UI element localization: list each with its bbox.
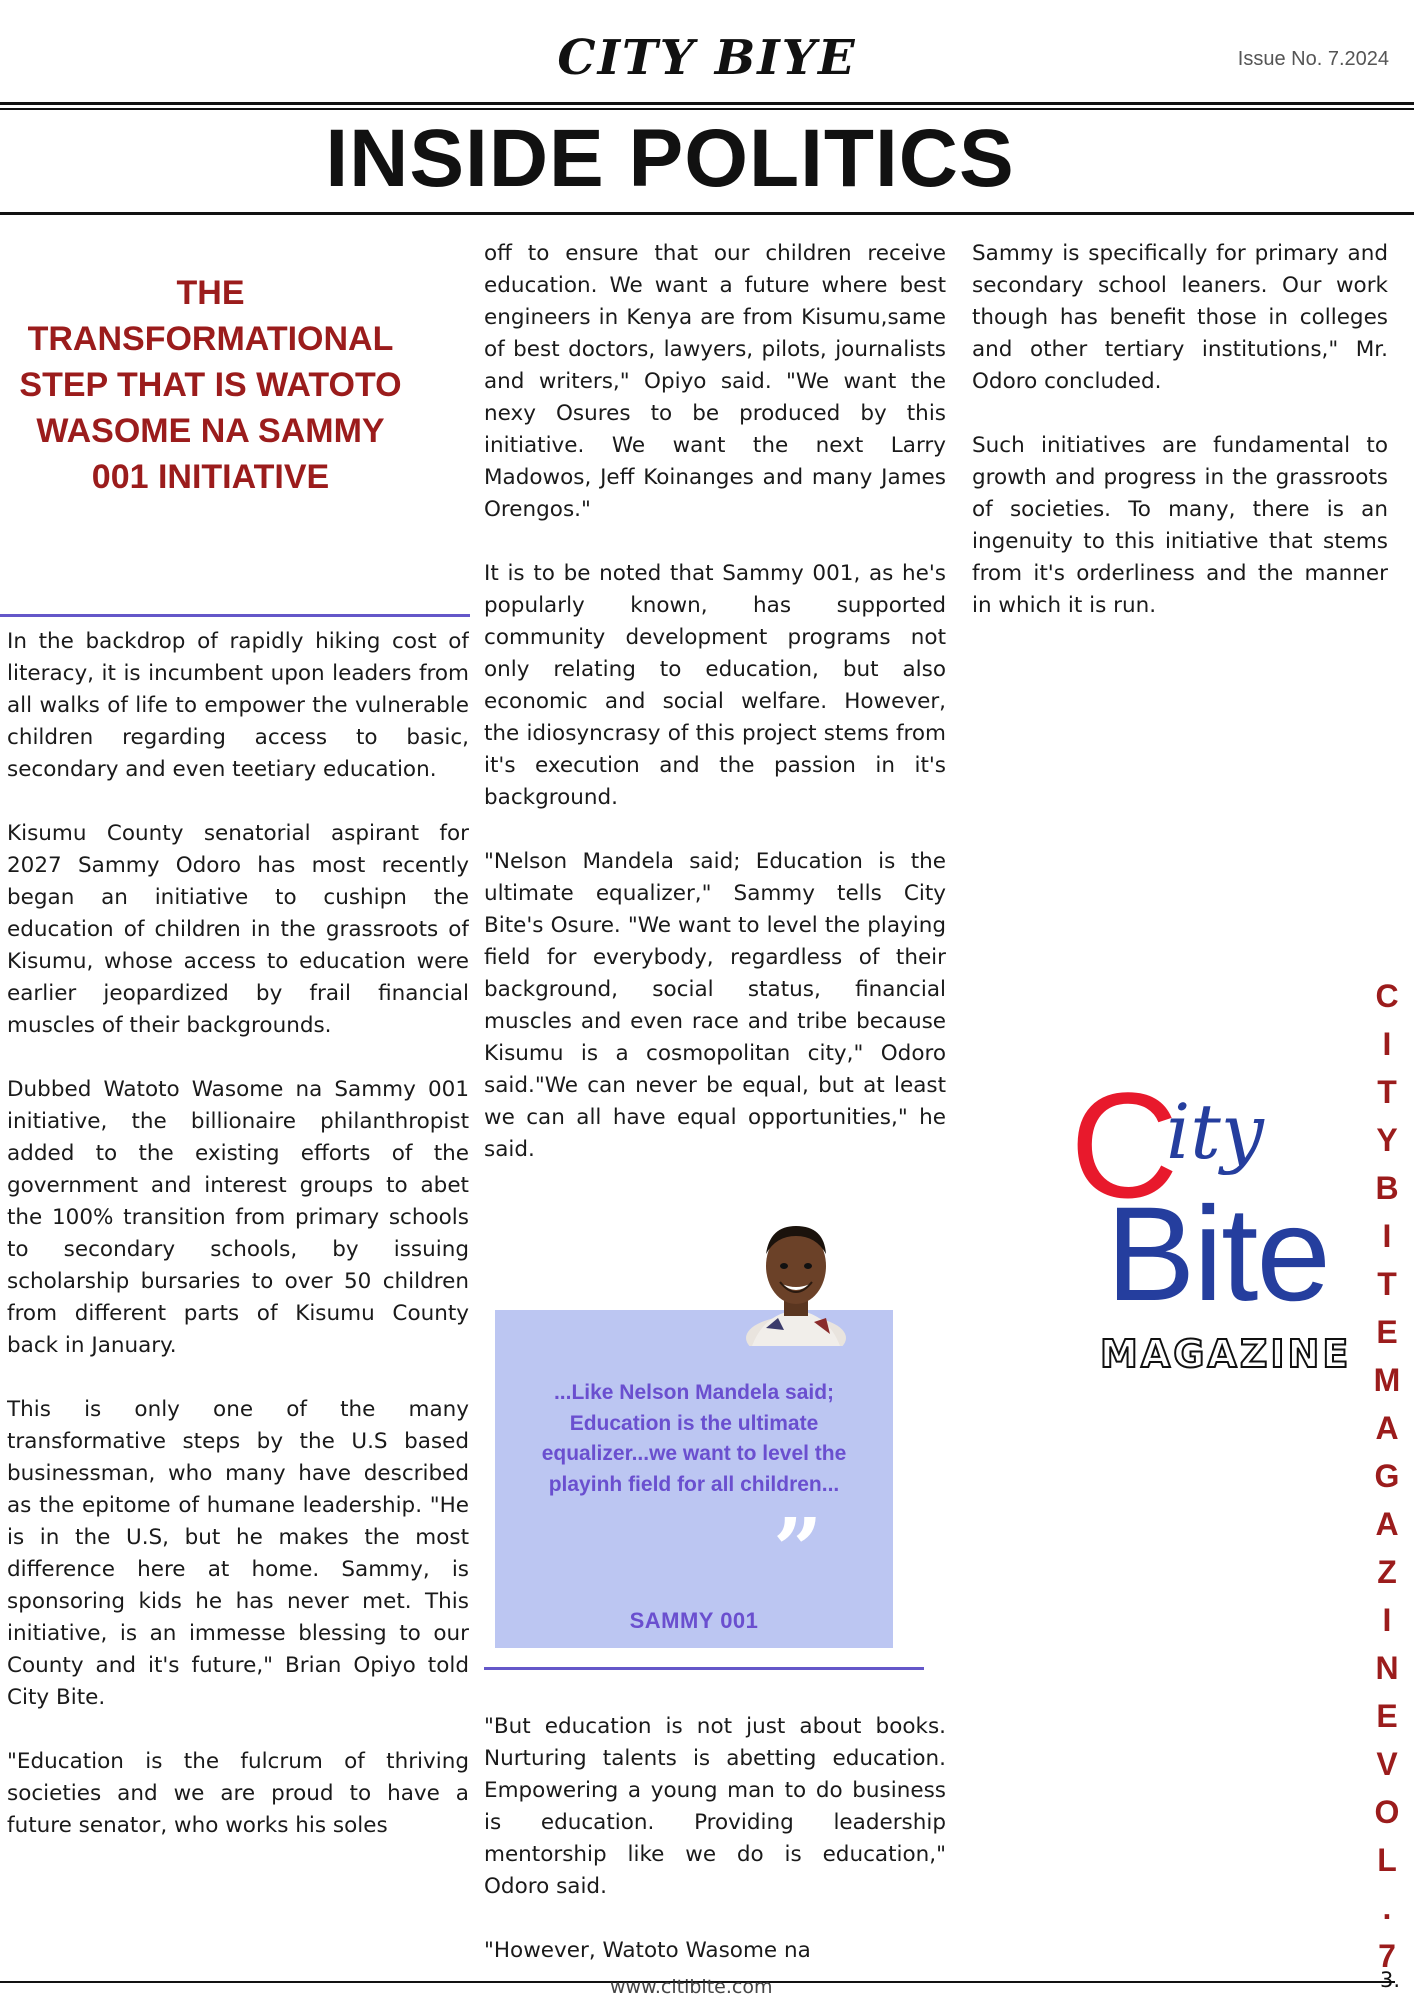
paragraph: It is to be noted that Sammy 001, as he's popularly known, has supported community development programs not only relating to education, but also economic and social welfare. However, the idiosyncrasy of this project stems from it's execution and the passion in it's background. bbox=[484, 561, 946, 810]
article-headline: THE TRANSFORMATIONAL STEP THAT IS WATOTO WASOME NA SAMMY 001 INITIATIVE bbox=[19, 274, 402, 496]
paragraph: off to ensure that our children receive education. We want a future where best engineers in Kenya are from Kisumu,same of best doctors, lawyers, pilots, journalists and writers," Opiyo said. "We want the nexy Osures to be produced by this initiative. We want the next Larry Madowos, Jeff Koinanges and many James Orengos." bbox=[484, 241, 946, 522]
vertical-letter: I bbox=[1382, 1218, 1392, 1254]
quote-mark-icon: ” bbox=[773, 1500, 823, 1601]
vertical-letter: A bbox=[1375, 1410, 1399, 1446]
paragraph: "Nelson Mandela said; Education is the ultimate equalizer," Sammy tells City Bite's Osure. "We want to level the playing field for everybody, regardless of their background, social status, financial muscles and even race and tribe because Kisumu is a cosmopolitan city," Odoro said."We can never be equal, but at least we can all have equal opportunities," he said. bbox=[484, 849, 946, 1162]
article-column-middle-continued bbox=[484, 1711, 946, 1967]
header-rule-bottom bbox=[0, 212, 1414, 215]
city-bite-magazine-logo bbox=[1070, 1061, 1360, 1380]
page-number: 3. bbox=[1379, 1968, 1400, 1992]
logo-c-letter: C bbox=[1070, 1061, 1179, 1229]
pull-quote-text: ...Like Nelson Mandela said; Education is the ultimate equalizer...we want to level the playinh field for all children... bbox=[541, 1381, 847, 1496]
logo-magazine-word: MAGAZINE bbox=[1100, 1332, 1352, 1376]
headline-divider bbox=[0, 614, 470, 617]
header-rule-top bbox=[0, 102, 1414, 105]
vertical-letter: C bbox=[1375, 978, 1399, 1014]
vertical-letter: Z bbox=[1377, 1554, 1397, 1590]
article-column-right bbox=[972, 238, 1388, 622]
vertical-letter: I bbox=[1382, 1602, 1392, 1638]
vertical-letter: V bbox=[1376, 1746, 1398, 1782]
article-column-left bbox=[7, 626, 469, 1976]
vertical-letter: G bbox=[1374, 1458, 1400, 1494]
article-column-middle bbox=[484, 238, 946, 1166]
vertical-letter: L bbox=[1377, 1842, 1397, 1878]
vertical-letter: Y bbox=[1376, 1122, 1398, 1158]
vertical-letter: E bbox=[1376, 1314, 1398, 1350]
vertical-letter: E bbox=[1376, 1698, 1398, 1734]
vertical-letter: B bbox=[1375, 1170, 1399, 1206]
paragraph: Kisumu County senatorial aspirant for 2027 Sammy Odoro has most recently began an initiative to cushipn the education of children in the grassroots of Kisumu, whose access to education were earlier jeopardized by frail financial muscles of their backgrounds. bbox=[7, 821, 469, 1038]
paragraph: "Education is the fulcrum of thriving societies and we are proud to have a future senator, who works his soles bbox=[7, 1749, 469, 1838]
vertical-letter: T bbox=[1377, 1074, 1397, 1110]
quote-divider bbox=[484, 1667, 924, 1670]
pull-quote-box bbox=[495, 1310, 893, 1648]
vertical-letter: M bbox=[1373, 1362, 1401, 1398]
vertical-letter: A bbox=[1375, 1506, 1399, 1542]
vertical-letter: 7 bbox=[1378, 1938, 1396, 1974]
logo-ity-script: ity bbox=[1166, 1087, 1264, 1176]
paragraph: This is only one of the many transformative steps by the U.S based businessman, who many have described as the epitome of humane leadership. "He is in the U.S, but he makes the most difference here at home. Sammy, is sponsoring kids he has never met. This initiative, is an immesse blessing to our County and it's future," Brian Opiyo told City Bite. bbox=[7, 1397, 469, 1710]
header-rule-top-thin bbox=[0, 108, 1414, 110]
masthead-title: CITY BIYE bbox=[557, 30, 857, 86]
vertical-sidebar-text bbox=[1370, 972, 1404, 1980]
vertical-letter: I bbox=[1382, 1026, 1392, 1062]
vertical-letter: N bbox=[1375, 1650, 1399, 1686]
paragraph: In the backdrop of rapidly hiking cost of literacy, it is incumbent upon leaders from all walks of life to empower the vulnerable children regarding access to basic, secondary and even teetiary education. bbox=[7, 629, 469, 782]
paragraph: "However, Watoto Wasome na bbox=[484, 1938, 811, 1963]
paragraph: Dubbed Watoto Wasome na Sammy 001 initiative, the billionaire philanthropist added to the existing efforts of the government and interest groups to abet the 100% transition from primary schools to secondary schools, by issuing scholarship bursaries to over 50 children from different parts of Kisumu County back in January. bbox=[7, 1077, 469, 1358]
vertical-letter: . bbox=[1382, 1890, 1392, 1926]
paragraph: Such initiatives are fundamental to growth and progress in the grassroots of societies. To many, there is an ingenuity to this initiative that stems from it's orderliness and the manner in which it is run. bbox=[972, 433, 1388, 618]
footer-url: www.citibite.com bbox=[610, 1976, 773, 1998]
pull-quote-author: SAMMY 001 bbox=[629, 1608, 759, 1633]
paragraph: Sammy is specifically for primary and secondary school leaners. Our work though has benefit those in colleges and other tertiary institutions," Mr. Odoro concluded. bbox=[972, 241, 1388, 394]
issue-number: Issue No. 7.2024 bbox=[1237, 48, 1389, 70]
vertical-letter: O bbox=[1374, 1794, 1400, 1830]
section-title: INSIDE POLITICS bbox=[325, 113, 1015, 204]
author-portrait bbox=[744, 1218, 848, 1346]
paragraph: "But education is not just about books. Nurturing talents is abetting education. Empowering a young man to do business is education. Providing leadership mentorship like we do is education," Odoro said. bbox=[484, 1714, 946, 1899]
vertical-letter: T bbox=[1377, 1266, 1397, 1302]
logo-bite-word: Bite bbox=[1106, 1180, 1329, 1329]
